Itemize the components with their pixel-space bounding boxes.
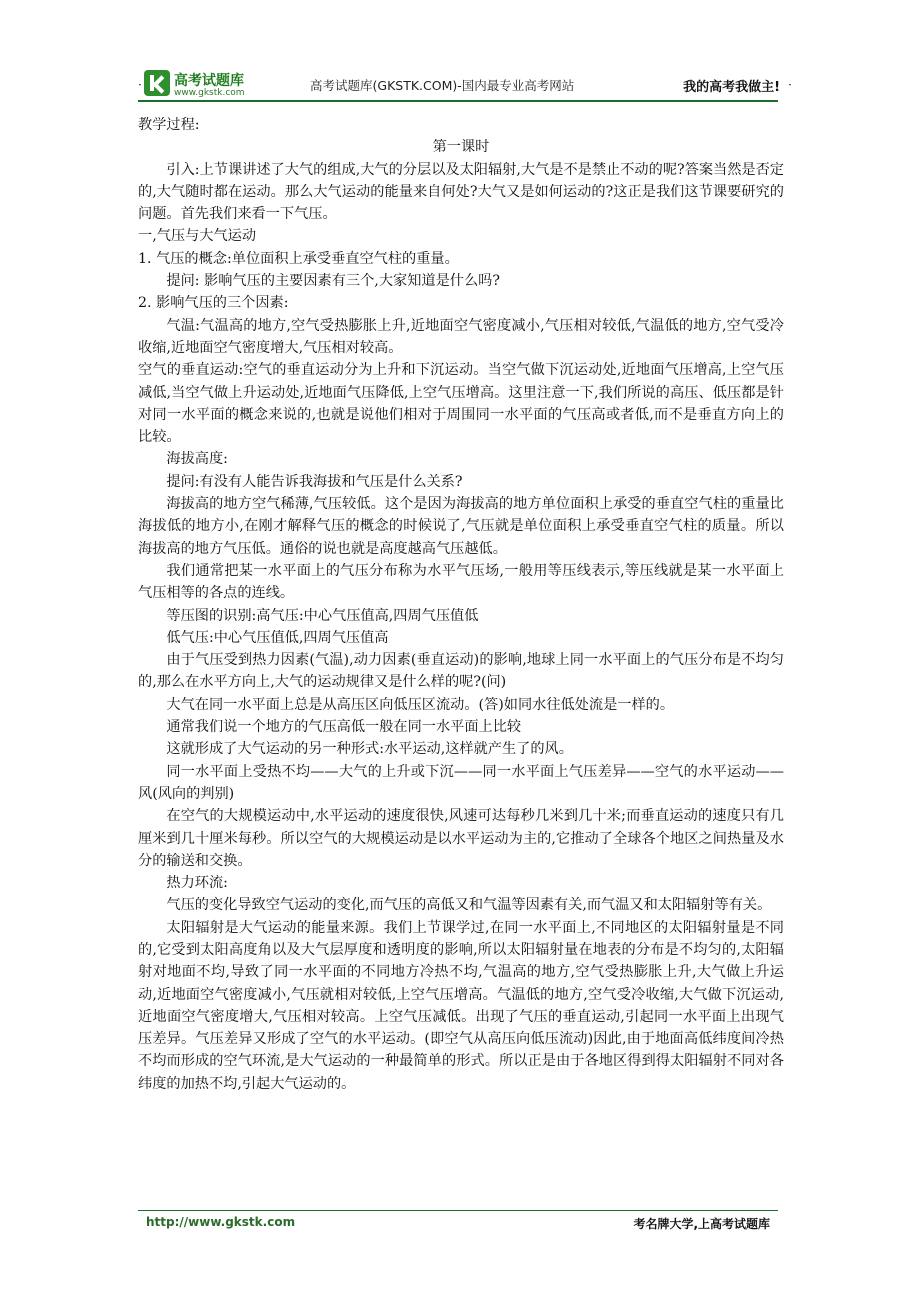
logo-name: 高考试题库	[174, 73, 244, 89]
lesson-title: 第一课时	[432, 139, 490, 156]
header-dot-left: ·	[138, 78, 142, 92]
paragraph-answer: 大气在同一水平面上总是从高压区向低压区流动。(答)如同水往低处流是一样的。	[166, 696, 675, 713]
header-dot-right: ·	[788, 78, 792, 92]
label-thermal-circulation: 热力环流:	[166, 875, 228, 892]
item-pressure-concept: 1. 气压的概念:单位面积上承受垂直空气柱的重量。	[138, 250, 459, 267]
paragraph-high-pressure: 等压图的识别:高气压:中心气压值高,四周气压值低	[166, 607, 479, 624]
paragraph-large-scale: 在空气的大规模运动中,水平运动的速度很快,风速可达每秒几米到几十米;而垂直运动的速度只有几厘米到几十厘米每秒。所以空气的大规模运动是以水平运动为主的,它推动了全球各个地区之间热量及水分的输送和交换。	[138, 808, 784, 869]
footer-url-link[interactable]: http://www.gkstk.com	[146, 1215, 296, 1229]
question-altitude: 提问:有没有人能告诉我海拔和气压是什么关系?	[166, 473, 463, 490]
paragraph-wind: 这就形成了大气运动的另一种形式:水平运动,这样就产生了的风。	[166, 741, 573, 758]
document-body	[138, 114, 784, 1095]
site-title: 高考试题库(GKSTK.COM)-国内最专业高考网站	[310, 78, 575, 93]
paragraph-temperature: 气温:气温高的地方,空气受热膨胀上升,近地面空气密度减小,气压相对较低,气温低的地方,空气受冷收缩,近地面空气密度增大,气压相对较高。	[138, 317, 784, 356]
paragraph-vertical-motion: 空气的垂直运动:空气的垂直运动分为上升和下沉运动。当空气做下沉运动处,近地面气压增高,上空气压减低,当空气做上升运动处,近地面气压降低,上空气压增高。这里注意一下,我们所说的高压、低压都是针对同一水平面的概念来说的,也就是说他们相对于周围同一水平面的气压高或者低,而不是垂直方向上的比较。	[138, 362, 784, 446]
paragraph-low-pressure: 低气压:中心气压值低,四周气压值高	[166, 629, 389, 646]
paragraph-uneven-distribution: 由于气压受到热力因素(气温),动力因素(垂直运动)的影响,地球上同一水平面上的气压分布是不均匀的,那么在水平方向上,大气的运动规律又是什么样的呢?(问)	[138, 652, 784, 691]
site-logo[interactable]	[144, 70, 274, 102]
footer-slogan: 考名牌大学,上高考试题库	[633, 1217, 770, 1231]
logo-url: www.gkstk.com	[174, 88, 245, 98]
heading-pressure-motion: 一,气压与大气运动	[138, 228, 257, 245]
paragraph-altitude: 海拔高的地方空气稀薄,气压较低。这个是因为海拔高的地方单位面积上承受的垂直空气柱的重量比海拔低的地方小,在刚才解释气压的概念的时候说了,气压就是单位面积上承受垂直空气柱的质量。所以海拔高的地方气压低。通俗的说也就是高度越高气压越低。	[138, 496, 784, 557]
header-slogan: 我的高考我做主!	[683, 80, 780, 95]
paragraph-compare: 通常我们说一个地方的气压高低一般在同一水平面上比较	[166, 719, 522, 736]
paragraph-intro: 引入:上节课讲述了大气的组成,大气的分层以及太阳辐射,大气是不是禁止不动的呢?答案当然是否定的,大气随时都在运动。那么大气运动的能量来自何处?大气又是如何运动的?这正是我们这节课要研究的问题。首先我们来看一下气压。	[138, 161, 784, 223]
gkstk-logo-icon	[144, 70, 170, 96]
header-divider	[138, 100, 778, 102]
paragraph-chain: 同一水平面上受热不均——大气的上升或下沉——同一水平面上气压差异——空气的水平运动——风(风向的判别)	[138, 763, 784, 802]
paragraph-solar-radiation: 太阳辐射是大气运动的能量来源。我们上节课学过,在同一水平面上,不同地区的太阳辐射量是不同的,它受到太阳高度角以及大气层厚度和透明度的影响,所以太阳辐射量在地表的分布是不均匀的,太阳辐射对地面不均,导致了同一水平面的不同地方冷热不均,气温高的地方,空气受热膨胀上升,大气做上升运动,近地面空气密度减小,气压就相对较低,上空气压增高。气温低的地方,空气受冷收缩,大气做下沉运动,近地面空气密度增大,气压相对较高。上空气压减低。出现了气压的垂直运动,引起同一水平面上出现气压差异。气压差异又形成了空气的水平运动。(即空气从高压向低压流动)因此,由于地面高低纬度间冷热不均而形成的空气环流,是大气运动的一种最简单的形式。所以正是由于各地区得到得太阳辐射不同对各纬度的加热不均,引起大气运动的。	[138, 919, 784, 1092]
paragraph-pressure-change: 气压的变化导致空气运动的变化,而气压的高低又和气温等因素有关,而气温又和太阳辐射等有关。	[166, 897, 772, 914]
footer-divider	[138, 1210, 778, 1211]
section-label: 教学过程:	[138, 117, 200, 133]
label-altitude: 海拔高度:	[166, 451, 228, 468]
item-three-factors: 2. 影响气压的三个因素:	[138, 295, 289, 312]
paragraph-pressure-field: 我们通常把某一水平面上的气压分布称为水平气压场,一般用等压线表示,等压线就是某一水平面上气压相等的各点的连线。	[138, 562, 784, 602]
question-factors: 提问: 影响气压的主要因素有三个,大家知道是什么吗?	[166, 273, 500, 290]
